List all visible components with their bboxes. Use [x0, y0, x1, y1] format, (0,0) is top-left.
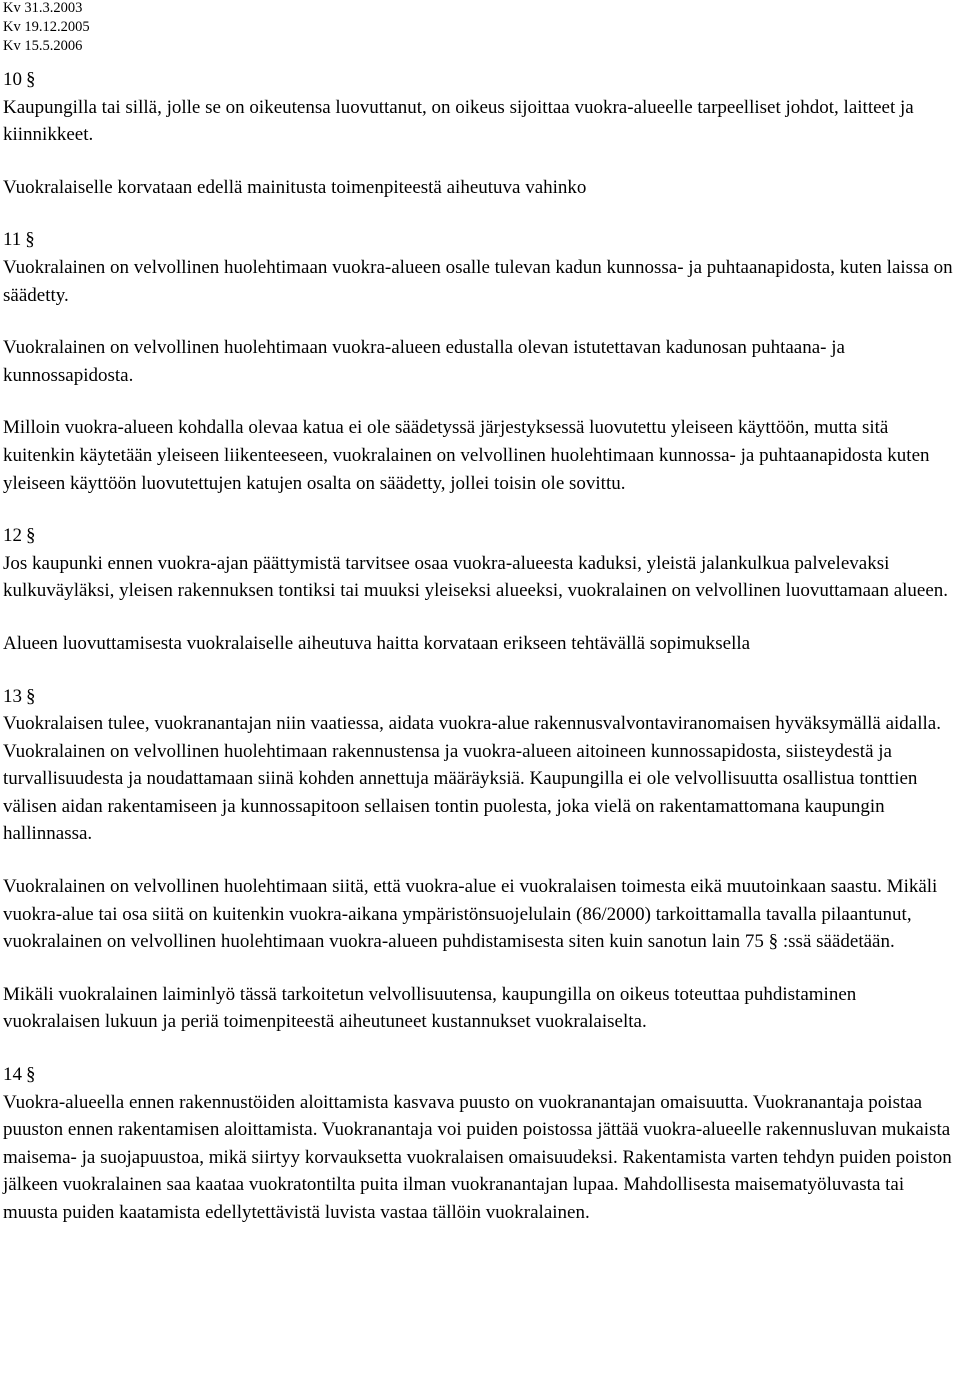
paragraph: Vuokralainen on velvollinen huolehtimaan vuokra-alueen edustalla olevan istutettavan kadunosan puhtaana- ja kunnossapidosta. [3, 337, 845, 386]
section-sign: § [25, 229, 35, 251]
document-page [3, 0, 958, 1227]
paragraph: Vuokralaisen tulee, vuokranantajan niin vaatiessa, aidata vuokra-alue rakennusvalvontaviranomaisen hyväksymällä aidalla. Vuokralainen on velvollinen huolehtimaan rakennustensa ja vuokra-alueen aitoineen kunnossapidosta, siisteydestä ja turvallisuudesta ja noudattamaan siinä kohden annettuja määräyksiä. Kaupungilla ei ole velvollisuutta osallistua tonttien välisen aidan rakentamiseen ja kunnossapitoon sellaisen tontin puolesta, joka vielä on rakentamattomana kaupungin hallinnassa. [3, 713, 941, 845]
section-sign: § [26, 69, 36, 90]
section-13 [3, 683, 958, 1037]
paragraph: Milloin vuokra-alueen kohdalla olevaa katua ei ole säädetyssä järjestyksessä luovutettu yleiseen käyttöön, mutta sitä kuitenkin käytetään yleiseen liikenteeseen, vuokralainen on velvollinen huolehtimaan kunnossa- ja puhtaanapidosta kuten yleiseen käyttöön luovutettujen katujen osalta on säädetty, jollei toisin ole sovittu. [3, 417, 930, 494]
section-heading [3, 226, 958, 254]
revision-dates [3, 0, 958, 56]
section-heading [3, 683, 958, 711]
section-10 [3, 66, 958, 201]
paragraph: Vuokralainen on velvollinen huolehtimaan siitä, että vuokra-alue ei vuokralaisen toimesta eikä muutoinkaan saastu. Mikäli vuokra-alue tai osa siitä on kuitenkin vuokra-aikana ympäristönsuojelulain (86/2000) tarkoittamalla tavalla pilaantunut, vuokralainen on velvollinen huolehtimaan vuokra-alueen puhdistamisesta siten kuin sanotun lain 75 § :ssä säädetään. [3, 876, 938, 953]
section-11 [3, 226, 958, 497]
paragraph: Mikäli vuokralainen laiminlyö tässä tarkoitetun velvollisuutensa, kaupungilla on oikeus toteuttaa puhdistaminen vuokralaisen lukuun ja periä toimenpiteestä aiheutuneet kustannukset vuokralaiselta. [3, 983, 857, 1033]
paragraph: Jos kaupunki ennen vuokra-ajan päättymistä tarvitsee osaa vuokra-alueesta kaduksi, yleistä jalankulkua palvelevaksi kulkuväyläksi, yleisen rakennuksen tontiksi tai muuksi yleiseksi alueeksi, vuokralainen on velvollinen luovuttamaan alueen. [3, 552, 949, 602]
revision-date: Kv 31.3.2003 [3, 0, 83, 16]
section-number: 12 [3, 525, 22, 547]
section-sign: § [26, 1064, 36, 1086]
paragraph: Vuokralainen on velvollinen huolehtimaan vuokra-alueen osalle tulevan kadun kunnossa- ja puhtaanapidosta, kuten laissa on säädetty. [3, 256, 953, 306]
section-14 [3, 1061, 958, 1227]
paragraph: Alueen luovuttamisesta vuokralaiselle aiheutuva haitta korvataan erikseen tehtävällä sopimuksella [3, 632, 751, 654]
section-number: 11 [3, 229, 22, 251]
section-number: 14 [3, 1064, 22, 1086]
section-sign: § [26, 525, 36, 547]
section-number: 13 [3, 685, 22, 707]
revision-date: Kv 19.12.2005 [3, 19, 90, 35]
paragraph: Kaupungilla tai sillä, jolle se on oikeutensa luovuttanut, on oikeus sijoittaa vuokra-alueelle tarpeelliset johdot, laitteet ja kiinnikkeet. [3, 96, 914, 146]
section-number: 10 [3, 69, 22, 90]
paragraph: Vuokra-alueella ennen rakennustöiden aloittamista kasvava puusto on vuokranantajan omaisuutta. Vuokranantaja poistaa puuston ennen rakentamisen aloittamista. Vuokranantaja voi puiden poistossa jättää vuokra-alueelle rakennusluvan mukaista maisema- ja suojapuustoa, mikä siirtyy korvauksetta vuokralaisen omaisuudeksi. Rakentamista varten tehdyn puiden poiston jälkeen vuokralainen saa kaataa vuokratontilta puita ilman vuokranantajan lupaa. Mahdollisesta maisematyöluvasta tai muusta puiden kaatamista edellytettävistä luvista vastaa tällöin vuokralainen. [3, 1091, 952, 1223]
revision-date: Kv 15.5.2006 [3, 38, 83, 54]
paragraph: Vuokralaiselle korvataan edellä mainitusta toimenpiteestä aiheutuva vahinko [3, 176, 587, 198]
document-body [3, 66, 958, 1227]
section-heading [3, 1061, 958, 1089]
section-12 [3, 522, 958, 657]
section-heading [3, 522, 958, 550]
section-heading [3, 66, 958, 94]
section-sign: § [26, 685, 36, 707]
